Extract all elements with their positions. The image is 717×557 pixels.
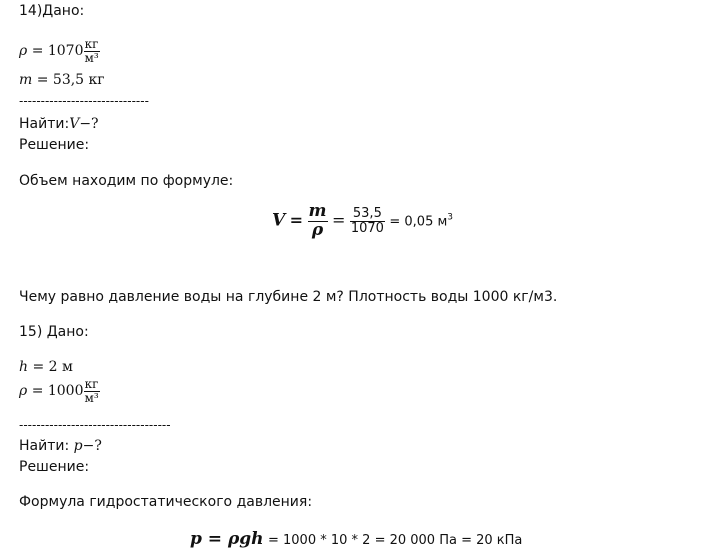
density-unit-fraction bbox=[84, 38, 100, 64]
h-symbol: h bbox=[19, 359, 29, 375]
solution-label-15: Решение: bbox=[19, 459, 90, 475]
divider-15: ----------------------------------- bbox=[19, 418, 171, 432]
density-unit-fraction-15 bbox=[84, 378, 100, 404]
unit-denominator: м³ bbox=[84, 50, 99, 65]
unit-denominator-15: м³ bbox=[84, 390, 99, 405]
formula-m: m bbox=[308, 201, 327, 221]
pressure-lhs: p = ρgh bbox=[190, 529, 264, 549]
unit-numerator-15: кг bbox=[84, 377, 99, 391]
formula-intro-15: Формула гидростатического давления: bbox=[19, 494, 313, 510]
given-density-14 bbox=[19, 38, 100, 64]
mass-symbol: m bbox=[19, 72, 33, 88]
formula-numerator: 53,5 bbox=[350, 207, 385, 222]
mass-value: = 53,5 кг bbox=[36, 72, 105, 88]
rho-value: = 1070 bbox=[31, 43, 84, 60]
given-density-15 bbox=[19, 378, 100, 404]
formula-exponent: 3 bbox=[447, 212, 454, 223]
formula-number-fraction bbox=[350, 207, 385, 235]
find-question-15: −? bbox=[82, 438, 102, 454]
find-label: Найти: bbox=[19, 116, 70, 132]
find-14 bbox=[19, 115, 99, 133]
find-variable: V bbox=[69, 116, 80, 132]
volume-formula bbox=[272, 203, 453, 240]
formula-m-over-rho bbox=[308, 203, 328, 240]
solution-label-14: Решение: bbox=[19, 137, 90, 153]
formula-result: = 0,05 м bbox=[389, 214, 448, 230]
divider-14: ------------------------------ bbox=[19, 94, 149, 108]
find-15 bbox=[19, 437, 102, 455]
problem-14-header: 14)Дано: bbox=[19, 3, 85, 19]
formula-eq2: = bbox=[331, 210, 346, 230]
rho-symbol-15: ρ bbox=[19, 383, 28, 400]
formula-intro-14: Объем находим по формуле: bbox=[19, 173, 234, 189]
formula-V: V bbox=[272, 210, 286, 231]
given-mass-14 bbox=[19, 71, 105, 89]
formula-denominator: 1070 bbox=[350, 220, 384, 236]
rho-symbol: ρ bbox=[19, 43, 28, 60]
pressure-rhs: = 1000 * 10 * 2 = 20 000 Па = 20 кПа bbox=[267, 533, 523, 548]
rho-value-15: = 1000 bbox=[31, 383, 84, 400]
find-question: −? bbox=[79, 116, 99, 132]
pressure-formula bbox=[190, 529, 522, 549]
find-variable-15: p bbox=[73, 438, 83, 454]
unit-numerator: кг bbox=[84, 37, 99, 51]
problem-15-header: 15) Дано: bbox=[19, 324, 89, 340]
given-depth-15 bbox=[19, 358, 73, 376]
formula-rho: ρ bbox=[311, 219, 324, 240]
find-label-15: Найти: bbox=[19, 438, 74, 454]
problem-question: Чему равно давление воды на глубине 2 м? Плотность воды 1000 кг/м3. bbox=[19, 289, 558, 305]
h-value: = 2 м bbox=[32, 359, 73, 375]
formula-eq1: = bbox=[289, 210, 304, 230]
